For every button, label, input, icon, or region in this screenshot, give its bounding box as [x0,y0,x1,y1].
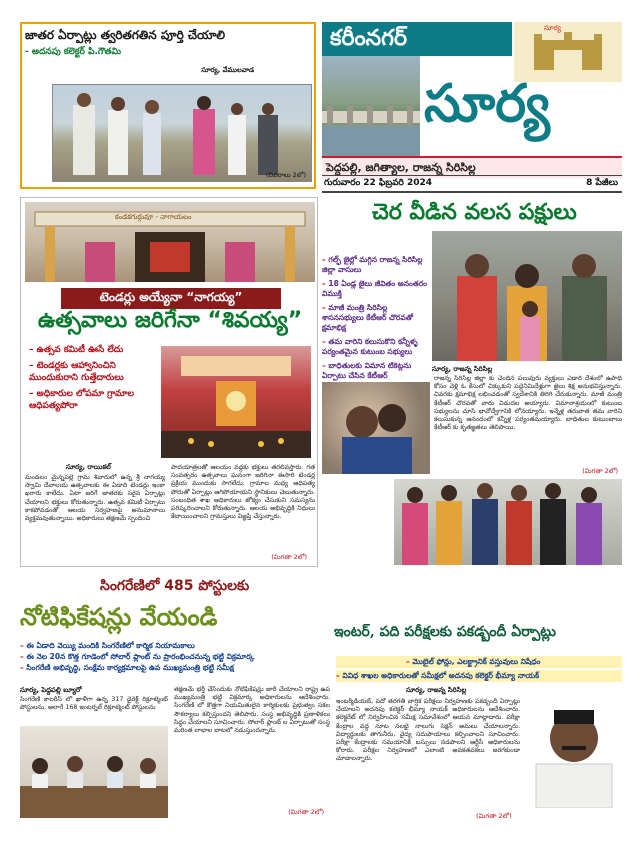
singareni-bullet: – ఈ నెల 20న కొత్త గూడెంలో సోలార్ ప్లాంట్ ను ప్రారంభించనున్న భట్టి విక్రమార్క [20,651,330,662]
hug-illustration [322,382,430,474]
districts-text: పెద్దపల్లి, జగిత్యాల, రాజన్న సిరిసిల్ల [326,161,476,174]
paper-name: సూర్య [424,73,550,134]
singareni-more: (మిగతా 2లో) [288,808,324,816]
migrant-headline: చెర వీడిన వలస పక్షులు [372,199,577,225]
family-photo [394,479,622,565]
page-count: 8 పేజీలు [586,178,618,188]
singareni-bullet: – ఈ ఏడాది వెయ్యి మందికి సింగరేణిలో కార్మిక నియామకాలు [20,640,330,651]
dam-photo [322,56,420,156]
migrant-story [322,197,622,567]
migrant-body: రాజన్న సిరిసిల్ల జిల్లా కు చెందిన పలువురు వ్యక్తులు ఎడారి దేశంలో ఉపాధి కోసం వెళ్లి ఓ కేసులో చిక్కుకుని పద్దెనిమిదేళ్లుగా జైలు శిక్ష అనుభవిస్తున్నారు. చివరకు క్షమాభిక్ష లభించడంతో స్వదేశానికి తిరిగి చేరుకున్నారు. మాజీ మంత్రి కేటీఆర్ చొరవతో వారు విడుదల అయ్యారు. విమానాశ్రయంలో కుటుంబ సభ్యులను చూసి భావోద్వేగానికి లోనయ్యారు. ఇన్నేళ్ల తరువాత తమ వారిని కలుసుకున్న ఆనందంలో కన్నీళ్ల పర్యంతమయ్యారు. బాధితుల కుటుంబాలు కేటీఆర్ కు కృతజ్ఞతలు తెలిపాయి. [434,375,622,432]
migrant-bullets [322,255,428,381]
reunion-illustration [432,231,622,361]
migrant-more: (మిగతా 2లో) [582,467,618,475]
family-illustration [394,479,622,565]
top-left-headline: జాతర ఏర్పాట్లు త్వరితగతిన పూర్తి చేయాలి [25,28,226,42]
temple-gate-text: కండకగుర్గువూ - నాగాయలం [115,213,192,221]
meeting-illustration [20,726,168,818]
small-logo: సూర్య [544,24,561,32]
hug-photo [322,382,430,474]
migrant-byline: సూర్య, రాజన్న సిరిసిల్ల [432,365,493,373]
temple-photo [25,202,315,282]
temple-body-right: పాదయాత్రలతో ఆలయం వద్దకు భక్తులు తరలివస్తారు. గత సంవత్సరం ఉత్సవాలు ఘనంగా జరిగినా ఈసారి టెండర్ల ప్రక్రియ ముందుకు సాగలేదు. గ్రామాల మధ్య ఆధిపత్య పోరుతో ఏర్పాట్లు ఆగిపోయాయని స్థానికులు చెబుతున్నారు. సంబంధిత శాఖ అధికారులు జోక్యం చేసుకుని సమస్యను పరిష్కరించాలని కోరుతున్నారు. ఆలయ అభివృద్ధికి నిధులు కేటాయించాలని గ్రామస్తులు విజ్ఞప్తి చేస్తున్నారు. [171,464,315,521]
singareni-bullets [20,640,330,673]
meeting-photo [20,726,168,818]
shrine-photo [161,346,311,458]
edition-name: కరీంనగర్ [330,26,408,51]
edition-banner [322,22,512,56]
dateline [322,175,622,193]
exams-bullet: – వివిధ శాఖల అధికారులతో సమీక్షలో అదనపు కలెక్టర్ భీమ్యా నాయక్ [336,670,622,682]
temple-more: (మిగతా 2లో) [271,553,307,561]
exams-more: (మిగతా 2లో) [476,812,512,820]
singareni-story [20,574,330,824]
exams-headline: ఇంటర్, పది పరీక్షలకు పకడ్బందీ ఏర్పాట్లు [334,624,556,640]
migrant-bullet: – మాజీ మంత్రి సిరిసిల్ల శాసనసభ్యులు కేటీఆర్ చొరవతో క్షమాభిక్ష [322,303,428,333]
masthead [322,22,622,189]
singareni-kicker-text: సింగరేణిలో 485 పోస్టులకు [100,578,250,594]
migrant-bullet: – తమ వారిని కలుసుకొని కన్నీళ్ళ పర్యంతమైన కుటుంబ సభ్యులు [322,337,428,357]
migrant-bullet: – గల్ఫ్ జైల్లో మగ్గిన రాజన్న సిరిసిల్ల జిల్లా వాసులు [322,255,428,275]
migrant-bullet: – బాధితులకు విమాన టికెట్లను ఏర్పాటు చేసిన కేటీఆర్ [322,361,428,381]
top-left-more: (వివరాలు 2లో) [265,171,306,179]
exams-bullet-band-1 [336,656,622,668]
temple-headline-1: టెండర్లు అయ్యేనా “నాగయ్య” [61,288,281,309]
dam-illustration [322,56,420,156]
temple-bullet: – అధికారుల లోపమా గ్రామాల ఆధిపత్యపోరా [29,388,149,412]
top-left-photo [52,84,312,182]
shrine-illustration [161,346,311,458]
singareni-body-right: తక్షణమే భర్తీ చేసేందుకు నోటిఫికేషన్లు జారీ చేయాలని రాష్ట్ర ఉప ముఖ్యమంత్రి భట్టి విక్రమార్క అధికారులను ఆదేశించారు. సింగరేణి లో కొత్తగా నియమితులైన కార్మికులకు ప్రభుత్వం సకల సౌకర్యాలు కల్పిస్తుందని తెలిపారు. సంస్థ అభివృద్ధికి ప్రణాళికలు సిద్ధం చేయాలని సూచించారు. సోలార్ ప్లాంట్ ల ఏర్పాటుతో సంస్థ మరింత లాభాల బాటలో నడుస్తుందన్నారు. [174,686,330,735]
temple-bullet: – టెండర్లకు ఆహ్వానించిని ముందుకురాని గుత్తేదారులు [29,360,149,384]
temple-byline: సూర్య, రాయికల్ [66,463,111,471]
officials-photo-figures [53,85,313,183]
exams-bullet-band-2 [336,670,622,682]
exams-story [336,622,622,826]
top-left-subhead: - అదనపు కలెక్టర్ పి.గౌతమి [25,47,122,57]
temple-bullet: – ఉత్సవ కమిటీ ఊసే లేదు [29,344,149,356]
reunion-photo-main [432,231,622,361]
exams-bullet: – మొబైల్ ఫోన్లు, ఎలక్ట్రానిక్ వస్తువులు నిషేధం [336,656,622,668]
temple-bullets [29,344,149,412]
singareni-kicker [100,574,330,598]
temple-body-left: మండలం మైన్నపల్లె గ్రామ శివారులో ఉన్న శ్రీ నాగయ్య స్వామి దేవాలయ ఉత్సవాలకు ఈ ఏడాది టెండర్లు ఇంకా ఖరారు కాలేదు. ఏటా జరిగే జాతరకు సరైన ఏర్పాట్లు చేయాలని భక్తులు కోరుతున్నారు. ఉత్సవ కమిటీ ఏర్పాటు కాకపోవడంతో ఆలయ నిర్వహణపై అనుమానాలు వ్యక్తమవుతున్నాయి. అధికారులు తక్షణమే స్పందించి [25,474,165,523]
top-left-byline: సూర్య, వేములవాడ [201,66,254,74]
singareni-headline: నోటిఫికేషన్లు వేయండి [20,602,218,631]
migrant-bullet: – 18 ఏండ్ల జైలు జీవితం అనంతరం విముక్తి [322,279,428,299]
singareni-byline: సూర్య, పెద్దపల్లి బ్యూరో [20,686,82,694]
temple-headline-2: ఉత్సవాలు జరిగేనా “శివయ్య” [37,308,303,333]
issue-date: గురువారం 22 ఫిబ్రవరి 2024 [324,178,433,188]
singareni-body-left: సింగరేణి కాలరీస్ లో ఖాళీగా ఉన్న 317 డైరెక్ట్ రిక్రూట్మెంట్ పోస్టులను, అలాగే 168 ఇంటర్నల్ రిక్రూట్మెంట్ పోస్టులను [20,696,168,712]
singareni-bullet: – సింగరేణి అభివృద్ధి, సంక్షేమ కార్యక్రమాలపై ఉప ముఖ్యమంత్రి భట్టి సమీక్ష [20,662,330,673]
exams-body: ఇంటర్మీడియట్, పదో తరగతి వార్షిక పరీక్షలు నిర్వహణకు పకడ్బందీ ఏర్పాట్లు చేయాలని అదనపు కలెక్టర్ భీమ్యా నాయక్ అధికారులను ఆదేశించారు. కలెక్టరేట్ లో నిర్వహించిన సమీక్ష సమావేశంలో ఆయన మాట్లాడారు. పరీక్షా కేంద్రాల వద్ద నూట నలభై నాలుగు సెక్షన్ అమలు చేయాలన్నారు. విద్యార్థులకు తాగునీరు, వైద్య సదుపాయాలు కల్పించాలని సూచించారు. పరీక్షా కేంద్రాలకు సమయానికి బస్సులు నడపాలని ఆర్టీసీ అధికారులను కోరారు. పరీక్షల నిర్వహణలో ఎలాంటి అవకతవకలు జరగకుండా చూడాలన్నారు. [336,698,520,763]
collector-portrait [526,698,622,808]
top-left-story [20,22,316,189]
collector-portrait-illustration [526,698,622,808]
exams-byline: సూర్య, రాజన్న సిరిసిల్ల [406,686,467,694]
temple-story [20,197,318,567]
